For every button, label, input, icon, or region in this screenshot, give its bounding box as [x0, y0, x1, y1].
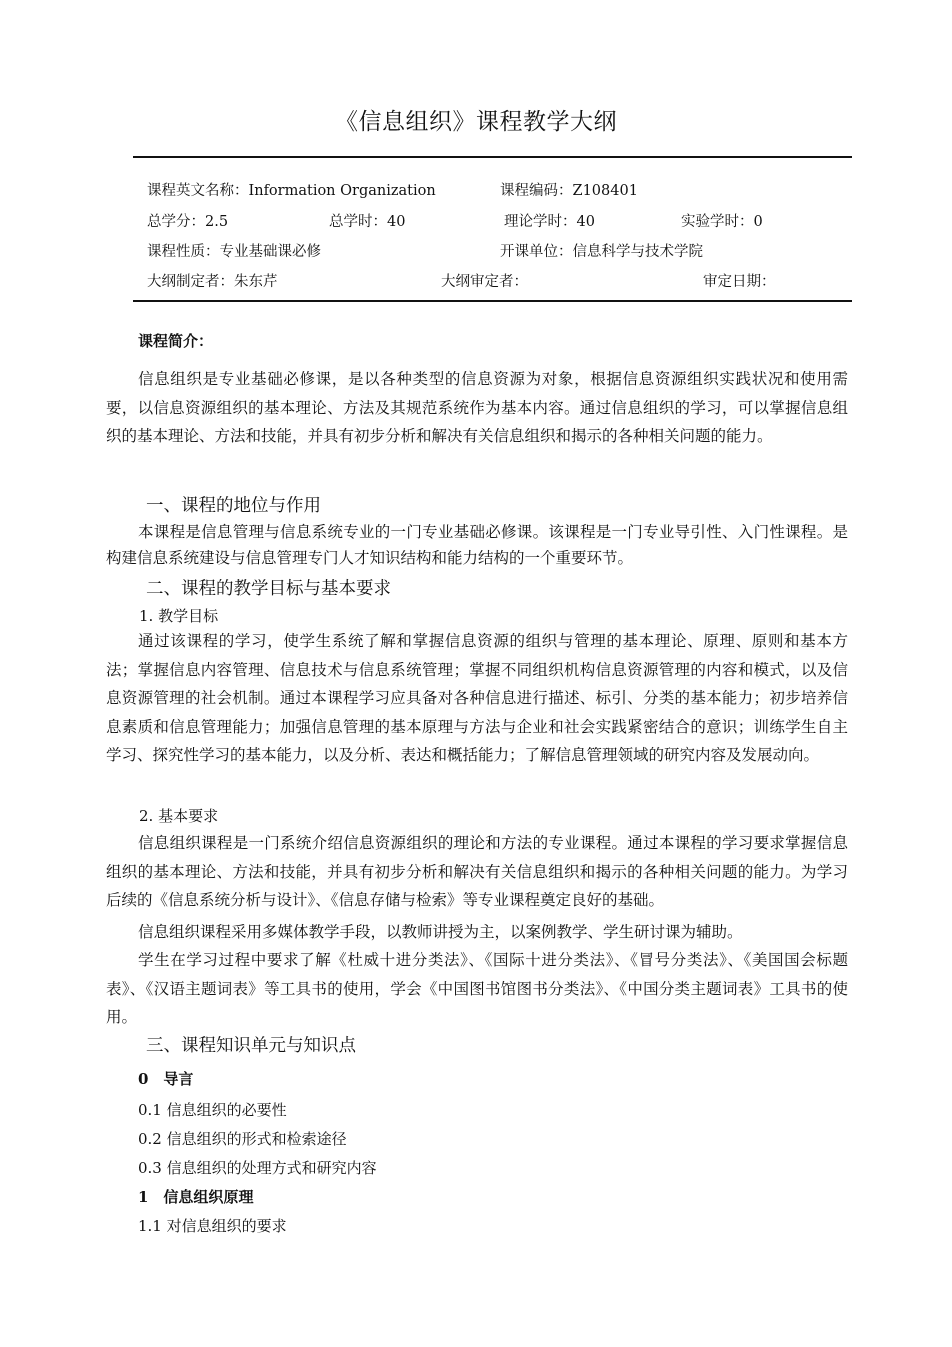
teaching-goal-paragraph: 通过该课程的学习，使学生系统了解和掌握信息资源的组织与管理的基本理论、原理、原则和基本方法；掌握信息内容管理、信息技术与信息系统管理；掌握不同组织机构信息资源管理的内容和模式，以及信息资源管理的社会机制。通过本课程学习应具备对各种信息进行描述、标引、分类的基本能力；初步培养信息素质和信息管理能力；加强信息管理的基本原理与方法与企业和社会实践紧密结合的意识；训练学生自主学习、探究性学习的基本能力，以及分析、表达和概括能力；了解信息管理领域的研究内容及发展动向。 — [106, 632, 848, 764]
syllabus-author: 大纲制定者：朱东芹 — [147, 274, 278, 290]
syllabus-reviewer: 大纲审定者： — [441, 274, 528, 290]
lab-hours: 实验学时：0 — [681, 214, 763, 230]
section-3-heading: 三、课程知识单元与知识点 — [146, 1036, 356, 1056]
page-title: 《信息组织》课程教学大纲 — [335, 109, 617, 135]
course-nature: 课程性质：专业基础课必修 — [147, 244, 321, 260]
department: 开课单位：信息科学与技术学院 — [500, 244, 703, 260]
section-1-paragraph: 本课程是信息管理与信息系统专业的一门专业基础必修课。该课程是一门专业导引性、入门性课程。是构建信息系统建设与信息管理专门人才知识结构和能力结构的一个重要环节。 — [106, 523, 848, 567]
knowledge-point-0-1: 0.1 信息组织的必要性 — [138, 1101, 287, 1119]
unit-1-heading: 1 信息组织原理 — [138, 1188, 254, 1206]
bottom-rule — [133, 300, 852, 302]
course-code: 课程编码：Z108401 — [500, 183, 638, 199]
unit-0-heading: 0 导言 — [138, 1070, 194, 1088]
basic-req-paragraph-2: 信息组织课程采用多媒体教学手段，以教师讲授为主，以案例教学、学生研讨课为辅助。 — [138, 923, 743, 941]
knowledge-point-0-2: 0.2 信息组织的形式和检索途径 — [138, 1130, 347, 1148]
basic-req-paragraph-1: 信息组织课程是一门系统介绍信息资源组织的理论和方法的专业课程。通过本课程的学习要求掌握信息组织的基本理论、方法和技能，并具有初步分析和解决有关信息组织和揭示的各种相关问题的能力。为学习后续的《信息系统分析与设计》、《信息存储与检索》等专业课程奠定良好的基础。 — [106, 834, 848, 909]
basic-req-paragraph-3: 学生在学习过程中要求了解《杜威十进分类法》、《国际十进分类法》、《冒号分类法》、《美国国会标题表》、《汉语主题词表》等工具书的使用，学会《中国图书馆图书分类法》、《中国分类主题词表》工具书的使用。 — [106, 951, 848, 1026]
review-date: 审定日期： — [703, 274, 776, 290]
section-2-heading: 二、课程的教学目标与基本要求 — [146, 579, 391, 599]
teaching-goal-label: 1. 教学目标 — [139, 607, 219, 625]
knowledge-point-1-1: 1.1 对信息组织的要求 — [138, 1217, 287, 1235]
knowledge-point-0-3: 0.3 信息组织的处理方式和研究内容 — [138, 1159, 377, 1177]
top-rule — [133, 156, 852, 158]
intro-label: 课程简介： — [138, 332, 214, 350]
total-credits: 总学分：2.5 — [147, 214, 229, 230]
section-1-heading: 一、课程的地位与作用 — [146, 496, 321, 516]
total-hours: 总学时：40 — [329, 214, 406, 230]
english-name: 课程英文名称：Information Organization — [147, 183, 436, 199]
basic-req-label: 2. 基本要求 — [139, 807, 219, 825]
intro-paragraph: 信息组织是专业基础必修课，是以各种类型的信息资源为对象，根据信息资源组织实践状况和使用需要，以信息资源组织的基本理论、方法及其规范系统作为基本内容。通过信息组织的学习，可以掌握信息组织的基本理论、方法和技能，并具有初步分析和解决有关信息组织和揭示的各种相关问题的能力。 — [106, 370, 848, 445]
theory-hours: 理论学时：40 — [504, 214, 595, 230]
